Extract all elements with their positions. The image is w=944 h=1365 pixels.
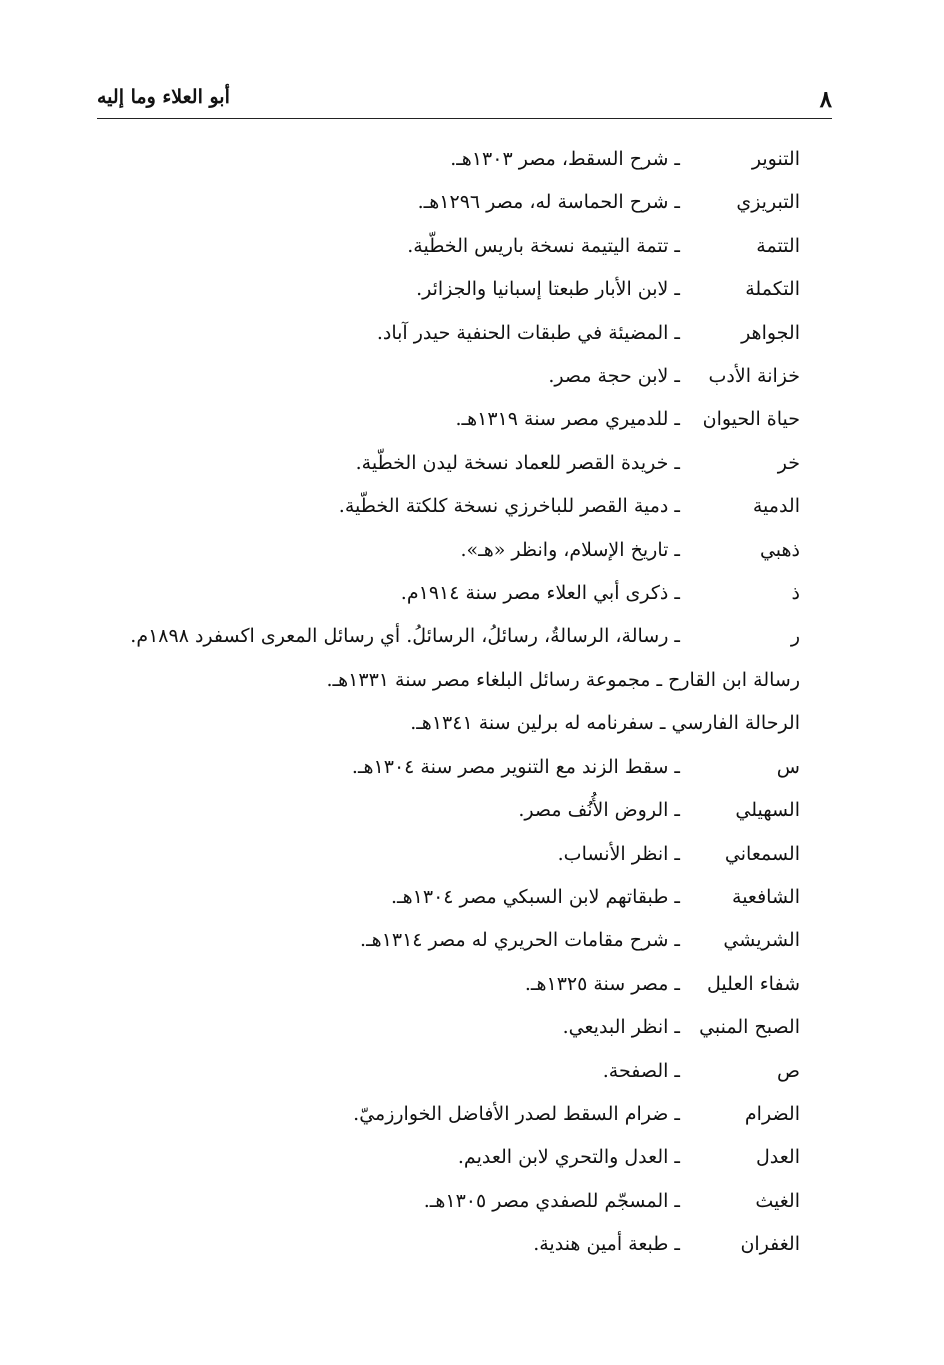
entry-term: الشريشي <box>723 929 800 952</box>
entry-term: ذهبي <box>759 538 800 561</box>
entry-description: ـ رسالة، الرسالةُ، رسائلُ، الرسائلُ. أي رسائل المعرى اكسفرد ١٨٩٨م. <box>130 625 680 648</box>
list-item <box>97 398 800 441</box>
entry-description: ـ ذكرى أبي العلاء مصر سنة ١٩١٤م. <box>400 582 680 605</box>
entry-description: ـ شرح الحماسة له، مصر ١٢٩٦هـ. <box>417 191 680 214</box>
entry-description: ـ للدميري مصر سنة ١٣١٩هـ. <box>455 408 680 431</box>
entry-term: حياة الحيوان <box>702 408 800 431</box>
list-item <box>97 876 800 919</box>
entry-term: التتمة <box>756 234 800 257</box>
list-item <box>97 1093 800 1136</box>
list-item <box>97 963 800 1006</box>
entry-description: ـ طبعة أمين هندية. <box>533 1233 680 1256</box>
list-item <box>97 529 800 572</box>
list-item <box>97 1050 800 1093</box>
entry-description: ـ العدل والتحري لابن العديم. <box>457 1146 680 1169</box>
list-item <box>97 138 800 181</box>
entry-term: السمعاني <box>724 842 800 865</box>
entry-term: التنوير <box>751 148 800 170</box>
entry-term: الجواهر <box>741 321 800 344</box>
list-item <box>97 181 800 224</box>
entry-description: ـ لابن الأبار طبعتا إسبانيا والجزائر. <box>416 278 680 301</box>
entry-description: ـ تتمة اليتيمة نسخة باريس الخطّية. <box>407 234 680 257</box>
entry-description: ـ مصر سنة ١٣٢٥هـ. <box>524 972 680 995</box>
entry-term: ر <box>790 625 800 648</box>
entry-description: ـ سقط الزند مع التنوير مصر سنة ١٣٠٤هـ. <box>351 755 680 778</box>
list-item <box>97 919 800 962</box>
list-item <box>97 442 800 485</box>
entry-description: ـ المسجّم للصفدي مصر ١٣٠٥هـ. <box>423 1189 680 1212</box>
list-item <box>97 1136 800 1179</box>
running-title: أبو العلاء وما إليه <box>97 86 230 108</box>
entry-term: الشافعية <box>732 885 800 908</box>
abbreviations-list <box>97 138 800 1267</box>
entry-description: ـ لابن حجة مصر. <box>548 365 680 388</box>
entry-description: ـ طبقاتهم لابن السبكي مصر ١٣٠٤هـ. <box>391 885 680 908</box>
list-item <box>97 1180 800 1223</box>
list-item <box>97 355 800 398</box>
entry-description: ـ خريدة القصر للعماد نسخة ليدن الخطّية. <box>355 451 680 474</box>
entry-description: ـ انظر البديعي. <box>562 1016 680 1039</box>
entry-term: خر <box>777 451 800 474</box>
list-item <box>97 485 800 528</box>
list-item <box>97 615 800 658</box>
entry-description: ـ ضرام السقط لصدر الأفاضل الخوارزميّ. <box>353 1102 680 1125</box>
entry-description: ـ شرح مقامات الحريري له مصر ١٣١٤هـ. <box>360 929 680 952</box>
entry-term: الصبح المنبي <box>699 1016 800 1039</box>
entry-term: العدل <box>755 1146 800 1169</box>
list-item <box>97 833 800 876</box>
page-header <box>97 86 832 119</box>
entry-description: ـ الصفحة. <box>602 1059 680 1082</box>
entry-term: الغيث <box>755 1189 800 1212</box>
list-item <box>97 312 800 355</box>
entry-description: ـ دمية القصر للباخرزي نسخة كلكتة الخطّية. <box>338 495 680 518</box>
list-item <box>97 225 800 268</box>
entry-term: ذ <box>791 582 800 605</box>
entry-description: ـ شرح السقط، مصر ١٣٠٣هـ. <box>450 148 680 170</box>
entry-term: السهيلي <box>735 799 800 822</box>
list-item <box>97 572 800 615</box>
entry-term: خزانة الأدب <box>708 365 800 388</box>
entry-term: شفاء العليل <box>707 972 800 995</box>
entry-term: ص <box>777 1059 800 1082</box>
entry-description: ـ تاريخ الإسلام، وانظر «هـ». <box>460 538 680 561</box>
list-item <box>97 1223 800 1266</box>
entry-term: س <box>776 755 800 778</box>
list-item <box>97 789 800 832</box>
entry-term: التكملة <box>745 278 800 301</box>
entry-description: ـ الروض الأُنُف مصر. <box>518 799 680 822</box>
list-item <box>97 268 800 311</box>
entry-term: الغفران <box>740 1233 800 1256</box>
page-number: ٨ <box>819 86 832 113</box>
list-item: الرحالة الفارسي ـ سفرنامه له برلين سنة ١٣٤١هـ. <box>410 712 800 735</box>
entry-term: التبريزي <box>736 191 800 214</box>
entry-description: ـ انظر الأنساب. <box>557 842 680 865</box>
entry-term: الدمية <box>752 495 800 518</box>
list-item <box>97 746 800 789</box>
list-item <box>97 1006 800 1049</box>
entry-description: ـ المضيئة في طبقات الحنفية حيدر آباد. <box>376 321 680 344</box>
list-item: رسالة ابن القارح ـ مجموعة رسائل البلغاء مصر سنة ١٣٣١هـ. <box>326 668 800 691</box>
entry-term: الضرام <box>744 1102 800 1125</box>
